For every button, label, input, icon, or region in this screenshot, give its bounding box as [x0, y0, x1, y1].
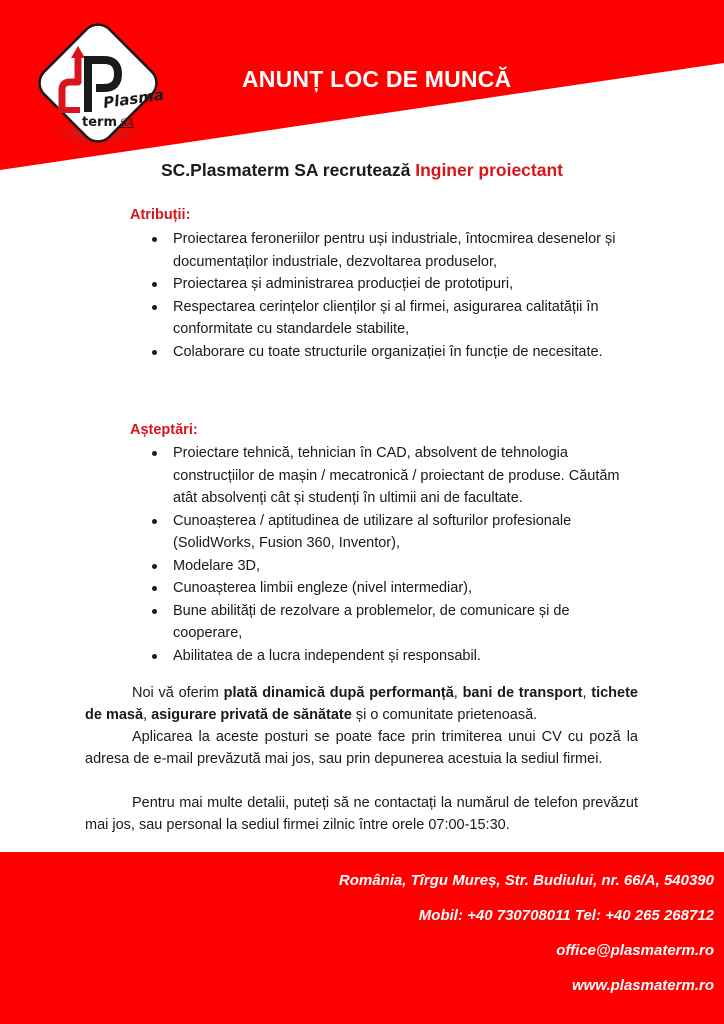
- company-logo: [22, 12, 172, 162]
- benefit-transport: bani de transport: [462, 685, 583, 701]
- announcement-title: ANUNȚ LOC DE MUNCĂ: [242, 66, 512, 92]
- footer-address: România, Tîrgu Mureș, Str. Budiului, nr. 66/A, 540390: [338, 872, 714, 889]
- offer-paragraph: Noi vă oferim plată dinamică după performanță, bani de transport, tichete de masă, asigurare privată de sănătate și o comunitate prietenoasă.: [85, 685, 638, 723]
- bullet-icon: [152, 654, 157, 659]
- list-item: Cunoașterea limbii engleze (nivel intermediar),: [130, 577, 630, 600]
- bullet-icon: [152, 564, 157, 569]
- footer-contact-banner: [0, 852, 724, 1024]
- list-item: Cunoașterea / aptitudinea de utilizare al softurilor profesionale (SolidWorks, Fusion 360, Inventor),: [130, 510, 630, 555]
- bullet-icon: [152, 350, 157, 355]
- svg-text:Plasma: Plasma: [102, 85, 165, 112]
- list-item: Proiectarea feroneriilor pentru uși industriale, întocmirea desenelor și documentaților industriale, dezvoltarea produselor,: [130, 228, 630, 273]
- requirements-list: [130, 442, 630, 667]
- svg-text:term: term: [82, 115, 117, 130]
- plasmaterm-logo-icon: [22, 12, 172, 162]
- responsibilities-list: [130, 228, 630, 363]
- bullet-icon: [152, 586, 157, 591]
- bullet-icon: [152, 451, 157, 456]
- list-item: Abilitatea de a lucra independent și responsabil.: [130, 645, 630, 668]
- list-item: Respectarea cerințelor clienților și al firmei, asigurarea calitatății în conformitate cu standardele stabilite,: [130, 296, 630, 341]
- bullet-icon: [152, 237, 157, 242]
- bullet-icon: [152, 609, 157, 614]
- job-subtitle: [0, 160, 724, 181]
- footer-phones: Mobil: +40 730708011 Tel: +40 265 268712: [418, 907, 714, 924]
- bullet-icon: [152, 305, 157, 310]
- section-title-responsibilities: Atribuții:: [130, 207, 191, 223]
- bullet-icon: [152, 519, 157, 524]
- footer-email-link[interactable]: office@plasmaterm.ro: [556, 942, 714, 959]
- job-position: Inginer proiectant: [415, 160, 563, 180]
- list-item: Modelare 3D,: [130, 555, 630, 578]
- list-item: Bune abilități de rezolvare a problemelor, de comunicare și de cooperare,: [130, 600, 630, 645]
- svg-text:SA: SA: [120, 118, 135, 129]
- bullet-icon: [152, 282, 157, 287]
- benefit-meal-tickets: tichete de masă: [85, 685, 638, 723]
- contact-paragraph: Pentru mai multe detalii, puteți să ne contactați la numărul de telefon prevăzut mai jos, sau personal la sediul firmei zilnic între orele 07:00-15:30.: [85, 795, 638, 833]
- benefit-health-insurance: asigurare privată de sănătate: [151, 707, 352, 723]
- list-item: Proiectarea și administrarea producției de prototipuri,: [130, 273, 630, 296]
- list-item: Proiectare tehnică, tehnician în CAD, absolvent de tehnologia construcțiilor de mașin / mecatronică / proiectant de produse. Căutăm atât absolvenți cât și studenți în ultimii ani de facultate.: [130, 442, 630, 510]
- section-title-requirements: Așteptări:: [130, 422, 198, 438]
- apply-paragraph: Aplicarea la aceste posturi se poate face prin trimiterea unui CV cu poză la adresa de e-mail prevăzută mai jos, sau prin depunerea acestuia la sediul firmei.: [85, 729, 638, 767]
- benefit-pay: plată dinamică după performanță: [223, 685, 454, 701]
- company-recruits-text: SC.Plasmaterm SA recrutează: [160, 160, 411, 180]
- list-item: Colaborare cu toate structurile organizației în funcție de necesitate.: [130, 341, 630, 364]
- footer-website-link[interactable]: www.plasmaterm.ro: [572, 977, 714, 994]
